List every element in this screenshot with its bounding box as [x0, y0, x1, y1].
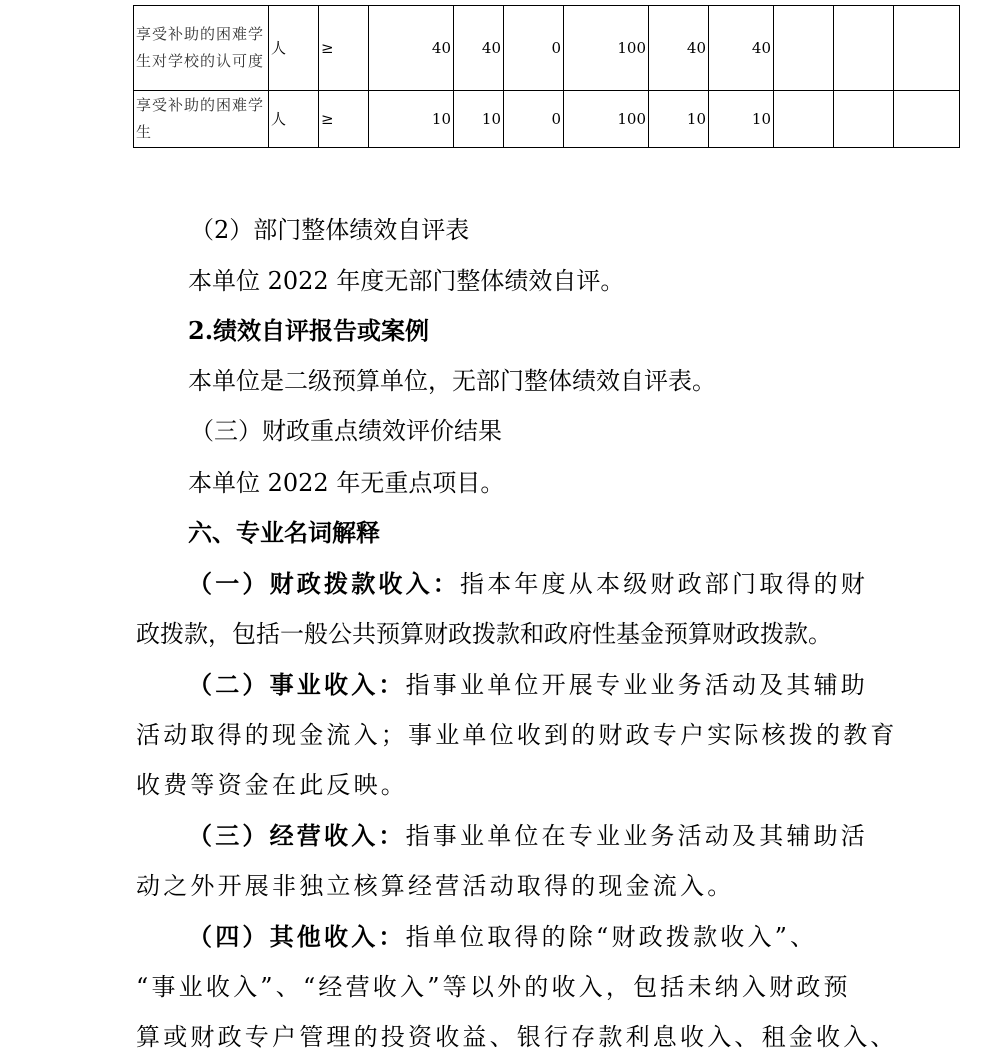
section-heading-6 [0, 516, 1000, 550]
paragraph: 本单位 2022 年度无部门整体绩效自评。 [188, 267, 625, 295]
paragraph: 本单位是二级预算单位，无部门整体绩效自评表。 [188, 367, 716, 395]
term-definition-line: 收费等资金在此反映。 [136, 771, 408, 799]
section-heading-report [0, 314, 1000, 348]
table-cell: 10 [649, 91, 709, 148]
table-cell [834, 91, 894, 148]
term-definition-line: 政拨款，包括一般公共预算财政拨款和政府性基金预算财政拨款。 [136, 620, 832, 648]
term-label: （二）事业收入： [188, 670, 406, 699]
table-cell: 100 [564, 6, 649, 91]
table-cell: 40 [649, 6, 709, 91]
indicator-symbol: ≥ [319, 6, 369, 91]
indicator-unit: 人 [269, 6, 319, 91]
table-cell [774, 6, 834, 91]
table-cell: 40 [454, 6, 504, 91]
table-cell [774, 91, 834, 148]
term-text: 指本年度从本级财政部门取得的财 [460, 570, 868, 598]
term-definition-line: 算或财政专户管理的投资收益、银行存款利息收入、租金收入、 [136, 1023, 898, 1051]
term-definition-line [0, 819, 1000, 853]
term-definition-line [0, 920, 1000, 954]
section-heading-2: （2）部门整体绩效自评表 [190, 216, 470, 244]
paragraph: 本单位 2022 年无重点项目。 [188, 469, 505, 497]
table-cell: 100 [564, 91, 649, 148]
table-cell: 10 [454, 91, 504, 148]
term-definition-line [0, 668, 1000, 702]
term-label: （三）经营收入： [188, 821, 406, 850]
term-definition-line: “事业收入”、“经营收入”等以外的收入，包括未纳入财政预 [136, 973, 851, 1001]
table-row [134, 6, 960, 91]
table-cell [894, 91, 960, 148]
table-cell: 40 [709, 6, 774, 91]
term-definition-line: 动之外开展非独立核算经营活动取得的现金流入。 [136, 872, 735, 900]
indicator-name: 享受补助的困难学生 [134, 91, 269, 148]
performance-table [133, 5, 960, 148]
table-cell: 40 [369, 6, 454, 91]
term-text: 指事业单位在专业业务活动及其辅助活 [405, 822, 869, 850]
term-text: 指单位取得的除“财政拨款收入”、 [405, 923, 818, 951]
section-heading-3: （三）财政重点绩效评价结果 [190, 417, 502, 445]
table-row [134, 91, 960, 148]
table-cell: 10 [369, 91, 454, 148]
heading-text: 六、专业名词解释 [188, 518, 380, 547]
table-cell: 10 [709, 91, 774, 148]
term-text: 指事业单位开展专业业务活动及其辅助 [405, 671, 869, 699]
term-label: （一）财政拨款收入： [188, 569, 460, 598]
table-cell: 0 [504, 6, 564, 91]
heading-text: 2.绩效自评报告或案例 [188, 316, 430, 345]
table-cell [834, 6, 894, 91]
table-cell [894, 6, 960, 91]
term-label: （四）其他收入： [188, 922, 406, 951]
indicator-name: 享受补助的困难学生对学校的认可度 [134, 6, 269, 91]
term-definition-line [0, 567, 1000, 601]
indicator-unit: 人 [269, 91, 319, 148]
term-definition-line: 活动取得的现金流入；事业单位收到的财政专户实际核拨的教育 [136, 721, 898, 749]
indicator-symbol: ≥ [319, 91, 369, 148]
table-cell: 0 [504, 91, 564, 148]
